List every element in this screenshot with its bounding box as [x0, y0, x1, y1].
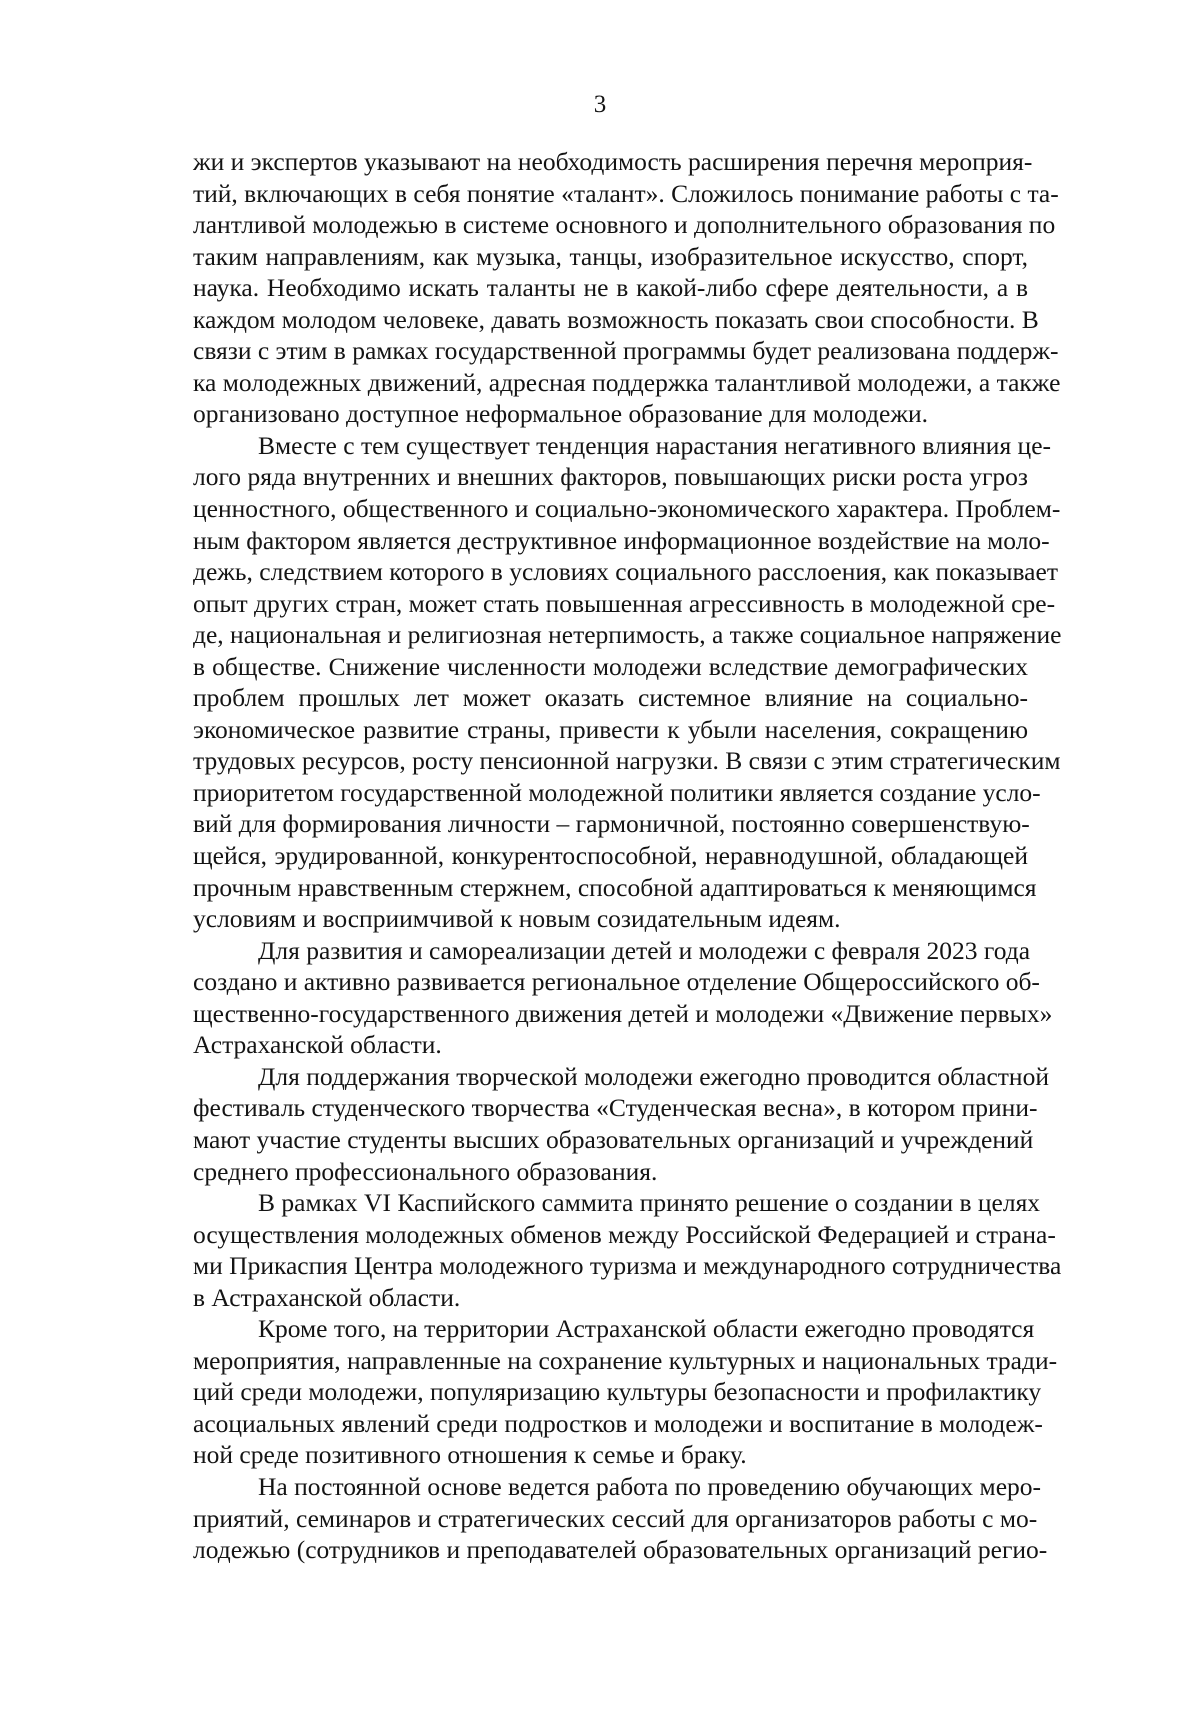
text-line: приоритетом государственной молодежной политики является создание усло-	[193, 777, 1041, 807]
text-line: де, национальная и религиозная нетерпимость, а также социальное напряжение	[193, 620, 1062, 650]
text-line: связи с этим в рамках государственной программы будет реализована поддерж-	[193, 336, 1059, 366]
text-line: таким направлениям, как музыка, танцы, изобразительное искусство, спорт,	[193, 241, 1028, 271]
text-line: щейся, эрудированной, конкурентоспособной, неравнодушной, обладающей	[193, 841, 1028, 871]
paragraph	[193, 935, 1053, 1061]
text-line: тий, включающих в себя понятие «талант». Сложилось понимание работы с та-	[193, 178, 1059, 208]
text-line: На постоянной основе ведется работа по проведению обучающих меро-	[258, 1471, 1042, 1501]
text-line: опыт других стран, может стать повышенная агрессивность в молодежной сре-	[193, 588, 1056, 618]
text-line: жи и экспертов указывают на необходимость расширения перечня мероприя-	[193, 147, 1033, 176]
text-line: приятий, семинаров и стратегических сессий для организаторов работы с мо-	[193, 1503, 1038, 1533]
text-line: каждом молодом человеке, давать возможность показать свои способности. В	[193, 304, 1039, 334]
paragraph	[193, 1187, 1062, 1313]
text-line: дежь, следствием которого в условиях социального расслоения, как показывает	[193, 557, 1058, 587]
paragraph	[193, 1313, 1058, 1471]
paragraph	[193, 146, 1061, 430]
text-line: В рамках VI Каспийского саммита принято решение о создании в целях	[258, 1188, 1041, 1218]
text-line: в обществе. Снижение численности молодежи вследствие демографических	[193, 651, 1028, 681]
paragraph	[193, 1471, 1048, 1566]
text-line: ценностного, общественного и социально-экономического характера. Проблем-	[193, 494, 1061, 524]
paragraph	[193, 1061, 1049, 1187]
text-line: в Астраханской области.	[193, 1282, 461, 1312]
text-line: щественно-государственного движения детей и молодежи «Движение первых»	[193, 998, 1053, 1028]
text-line: Вместе с тем существует тенденция нарастания негативного влияния це-	[258, 430, 1052, 460]
text-line: прочным нравственным стержнем, способной адаптироваться к меняющимся	[193, 872, 1037, 902]
text-line: ка молодежных движений, адресная поддержка талантливой молодежи, а также	[193, 367, 1061, 397]
text-line: Для поддержания творческой молодежи ежегодно проводится областной	[258, 1061, 1049, 1091]
text-line: ций среди молодежи, популяризацию культуры безопасности и профилактику	[193, 1377, 1042, 1407]
text-line: осуществления молодежных обменов между Российской Федерацией и страна-	[193, 1219, 1056, 1249]
text-line: лантливой молодежью в системе основного и дополнительного образования по	[193, 210, 1056, 240]
text-line: среднего профессионального образования.	[193, 1156, 658, 1186]
text-line: проблем прошлых лет может оказать системное влияние на социально-	[193, 683, 1028, 713]
text-line: Кроме того, на территории Астраханской области ежегодно проводятся	[258, 1314, 1035, 1344]
text-line: лодежью (сотрудников и преподавателей образовательных организаций регио-	[193, 1535, 1048, 1565]
text-line: организовано доступное неформальное образование для молодежи.	[193, 399, 928, 429]
text-line: Астраханской области.	[193, 1030, 442, 1060]
text-line: наука. Необходимо искать таланты не в какой-либо сфере деятельности, а в	[193, 273, 1028, 303]
text-line: лого ряда внутренних и внешних факторов, повышающих риски роста угроз	[193, 462, 1028, 492]
text-line: фестиваль студенческого творчества «Студенческая весна», в котором прини-	[193, 1093, 1038, 1123]
text-line: вий для формирования личности – гармоничной, постоянно совершенствую-	[193, 809, 1030, 839]
text-line: создано и активно развивается региональное отделение Общероссийского об-	[193, 967, 1040, 997]
document-body	[193, 146, 1062, 1566]
page-number: 3	[593, 91, 607, 118]
text-line: трудовых ресурсов, росту пенсионной нагрузки. В связи с этим стратегическим	[193, 746, 1061, 776]
paragraph	[193, 430, 1062, 935]
text-line: асоциальных явлений среди подростков и молодежи и воспитание в молодеж-	[193, 1408, 1043, 1438]
text-line: ным фактором является деструктивное информационное воздействие на моло-	[193, 525, 1050, 555]
text-line: мают участие студенты высших образовательных организаций и учреждений	[193, 1124, 1034, 1154]
text-line: экономическое развитие страны, привести к убыли населения, сокращению	[193, 714, 1028, 744]
text-line: условиям и восприимчивой к новым созидательным идеям.	[193, 904, 841, 934]
text-line: мероприятия, направленные на сохранение культурных и национальных тради-	[193, 1345, 1058, 1375]
text-line: ной среде позитивного отношения к семье и браку.	[193, 1440, 747, 1470]
text-line: ми Прикаспия Центра молодежного туризма и международного сотрудничества	[193, 1251, 1062, 1281]
text-line: Для развития и самореализации детей и молодежи с февраля 2023 года	[258, 935, 1031, 965]
